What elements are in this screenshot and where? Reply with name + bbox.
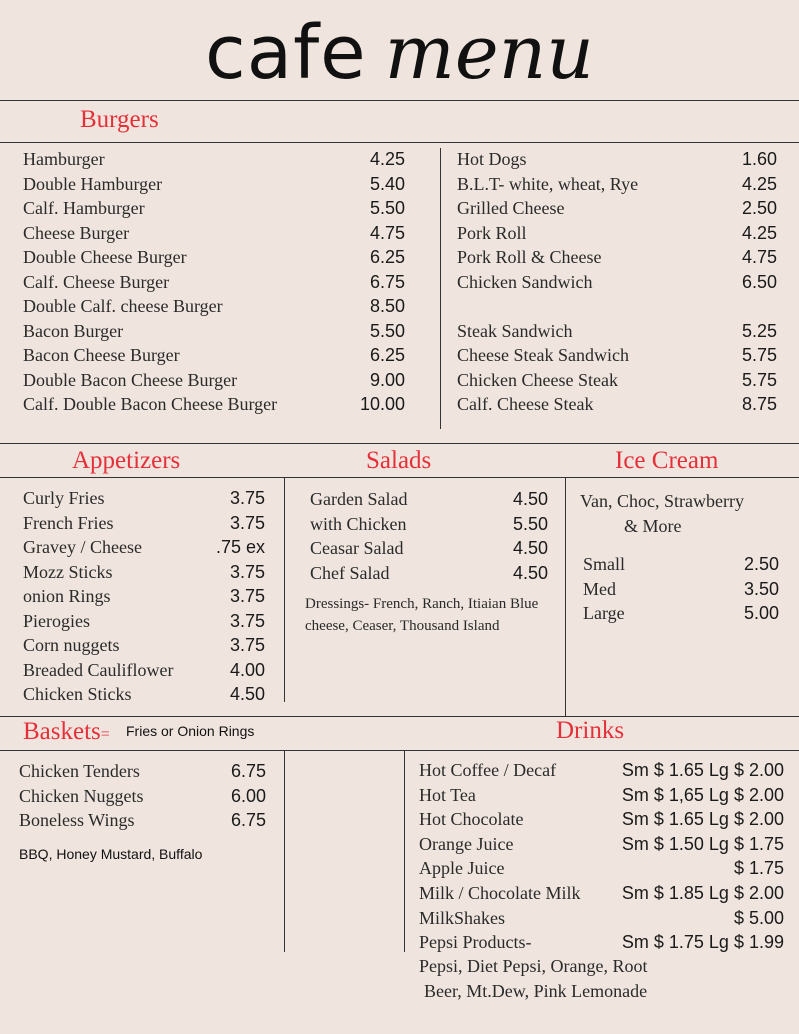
item-price: .75 ex <box>215 537 265 557</box>
item-price: 8.50 <box>369 296 405 316</box>
ice-cream-flavors-more: & More <box>624 516 682 536</box>
item-name: Curly Fries <box>23 488 105 508</box>
divider-bottom <box>0 716 799 717</box>
drink-price: Sm $ 1.85 Lg $ 2.00 <box>621 882 784 903</box>
menu-item <box>19 808 266 833</box>
item-name: Calf. Cheese Burger <box>23 271 170 292</box>
item-price: 5.75 <box>741 369 777 390</box>
menu-item <box>23 196 405 221</box>
item-name: Calf. Cheese Steak <box>457 394 594 414</box>
menu-item <box>457 172 777 197</box>
item-name: French Fries <box>23 512 114 533</box>
item-price: 9.00 <box>369 369 405 390</box>
drink-name: Apple Juice <box>419 858 505 879</box>
pepsi-products-list: Pepsi, Diet Pepsi, Orange, Root <box>419 956 648 976</box>
item-price: 6.75 <box>230 761 266 781</box>
menu-item <box>23 172 405 197</box>
item-name: Cheese Burger <box>23 222 130 243</box>
menu-item <box>23 392 405 417</box>
item-price: 4.25 <box>369 149 405 169</box>
drinks-list <box>419 758 784 955</box>
menu-item <box>457 221 777 246</box>
item-price: 4.50 <box>512 538 548 558</box>
appetizers-list <box>23 486 265 707</box>
item-name: Small <box>583 554 626 574</box>
item-price: 5.50 <box>369 320 405 341</box>
item-price: 6.25 <box>369 247 405 267</box>
menu-item <box>23 682 265 707</box>
item-name: Calf. Hamburger <box>23 198 145 218</box>
menu-item <box>23 609 265 634</box>
drink-price: Sm $ 1.75 Lg $ 1.99 <box>621 932 784 953</box>
divider-appetizers-salads <box>284 477 285 702</box>
item-name: Chicken Cheese Steak <box>457 369 618 390</box>
item-price: 6.25 <box>369 345 405 365</box>
drink-price: Sm $ 1.50 Lg $ 1.75 <box>621 833 784 854</box>
menu-item <box>23 294 405 319</box>
item-name: Double Calf. cheese Burger <box>23 296 223 316</box>
menu-item <box>23 511 265 536</box>
item-name: Hot Dogs <box>457 149 527 169</box>
menu-item <box>23 319 405 344</box>
item-name: Cheese Steak Sandwich <box>457 345 629 365</box>
item-price: 5.75 <box>741 345 777 365</box>
drinks-title: Drinks <box>556 717 625 744</box>
menu-item <box>23 535 265 560</box>
menu-item <box>457 319 777 344</box>
item-name: Garden Salad <box>310 489 408 509</box>
item-price: 4.25 <box>741 173 777 194</box>
item-name: Corn nuggets <box>23 635 120 655</box>
pepsi-products-list-cont: Beer, Mt.Dew, Pink Lemonade <box>424 981 648 1001</box>
drink-item <box>419 906 784 931</box>
drink-name: Hot Chocolate <box>419 809 524 830</box>
item-price: 3.75 <box>229 488 265 508</box>
divider-burgers-header <box>0 142 799 143</box>
menu-item <box>19 759 266 784</box>
item-price: 3.50 <box>743 578 779 599</box>
item-name: Calf. Double Bacon Cheese Burger <box>23 394 278 414</box>
item-name: Double Bacon Cheese Burger <box>23 369 238 390</box>
divider-blank-drinks <box>404 750 405 952</box>
item-name: Large <box>583 603 625 623</box>
divider-bottom-header <box>0 750 799 751</box>
menu-item <box>310 487 548 512</box>
menu-item <box>583 601 779 626</box>
drink-item <box>419 783 784 808</box>
item-price: 3.75 <box>229 635 265 655</box>
item-price: 6.00 <box>230 785 266 806</box>
baskets-title-text: Baskets <box>23 718 101 745</box>
drink-name: MilkShakes <box>419 907 506 928</box>
drink-price: $ 1.75 <box>733 858 784 879</box>
item-name: Double Cheese Burger <box>23 247 187 267</box>
item-price: 5.50 <box>512 513 548 534</box>
appetizers-title: Appetizers <box>72 447 181 474</box>
drink-item <box>419 832 784 857</box>
ice-cream-title: Ice Cream <box>615 447 719 474</box>
item-name: onion Rings <box>23 586 111 606</box>
drink-price: $ 5.00 <box>733 907 784 928</box>
item-price: 3.75 <box>229 610 265 631</box>
item-name: Chicken Nuggets <box>19 785 144 806</box>
item-price: 4.00 <box>229 659 265 680</box>
menu-item <box>19 784 266 809</box>
menu-item <box>583 577 779 602</box>
item-name: Chicken Sandwich <box>457 271 593 292</box>
menu-item <box>23 560 265 585</box>
baskets-list <box>19 759 266 833</box>
menu-item <box>457 392 777 417</box>
item-name: Boneless Wings <box>19 810 135 830</box>
menu-item <box>457 245 777 270</box>
item-price: 1.60 <box>741 149 777 169</box>
item-name: Steak Sandwich <box>457 320 573 341</box>
drink-name: Pepsi Products- <box>419 932 532 953</box>
item-price: 2.50 <box>741 198 777 218</box>
drink-name: Hot Coffee / Decaf <box>419 760 557 780</box>
divider-middle-header <box>0 477 799 478</box>
item-price: 5.00 <box>743 603 779 623</box>
item-name: Mozz Sticks <box>23 561 113 582</box>
ice-cream-flavors: Van, Choc, Strawberry <box>580 491 744 511</box>
menu-item <box>23 486 265 511</box>
item-name: Breaded Cauliflower <box>23 659 174 680</box>
item-price: 3.75 <box>229 561 265 582</box>
menu-item <box>310 512 548 537</box>
item-price: 2.50 <box>743 554 779 574</box>
drink-price: Sm $ 1.65 Lg $ 2.00 <box>621 809 784 830</box>
menu-item <box>457 270 777 295</box>
drink-price: Sm $ 1.65 Lg $ 2.00 <box>621 760 784 780</box>
item-price: 4.25 <box>741 222 777 243</box>
item-name: Chicken Tenders <box>19 761 140 781</box>
drink-item <box>419 930 784 955</box>
salad-dressings: Dressings- French, Ranch, Itiaian Blue cheese, Ceaser, Thousand Island <box>305 596 539 634</box>
menu-item <box>457 368 777 393</box>
baskets-title-suffix: = <box>100 726 110 743</box>
item-name: Chef Salad <box>310 562 390 583</box>
menu-item <box>457 196 777 221</box>
item-price: 3.75 <box>229 586 265 606</box>
menu-item <box>23 270 405 295</box>
burgers-list-left <box>23 147 405 417</box>
item-price: 6.50 <box>741 271 777 292</box>
item-name: Pork Roll <box>457 222 527 243</box>
item-price: 5.50 <box>369 198 405 218</box>
item-name: Grilled Cheese <box>457 198 565 218</box>
burgers-title: Burgers <box>80 106 159 133</box>
menu-item <box>23 368 405 393</box>
menu-item <box>457 147 777 172</box>
burgers-list-right <box>457 147 777 417</box>
menu-item <box>23 658 265 683</box>
item-price: 4.50 <box>512 562 548 583</box>
page-title <box>0 10 799 96</box>
baskets-title <box>23 718 110 746</box>
divider-top <box>0 100 799 101</box>
drink-price: Sm $ 1,65 Lg $ 2.00 <box>621 784 784 805</box>
salads-title: Salads <box>366 447 432 474</box>
drink-name: Milk / Chocolate Milk <box>419 882 581 903</box>
divider-middle <box>0 443 799 444</box>
drink-item <box>419 856 784 881</box>
item-name: Hamburger <box>23 149 105 169</box>
menu-item <box>23 221 405 246</box>
drink-name: Hot Tea <box>419 784 476 805</box>
drink-item <box>419 758 784 783</box>
item-price: 4.50 <box>229 684 265 704</box>
menu-item <box>457 343 777 368</box>
item-price: 6.75 <box>230 810 266 830</box>
item-name: with Chicken <box>310 513 407 534</box>
item-name: Pork Roll & Cheese <box>457 247 602 267</box>
item-price: 4.50 <box>512 489 548 509</box>
menu-item <box>310 536 548 561</box>
item-price: 4.75 <box>741 247 777 267</box>
item-price: 3.75 <box>229 512 265 533</box>
menu-item <box>23 584 265 609</box>
item-name: Double Hamburger <box>23 173 163 194</box>
item-name: Pierogies <box>23 610 90 631</box>
menu-item <box>23 343 405 368</box>
salads-list <box>310 487 548 585</box>
item-price: 10.00 <box>359 394 405 414</box>
item-price: 8.75 <box>741 394 777 414</box>
item-price: 4.75 <box>369 222 405 243</box>
divider-salads-icecream <box>565 477 566 717</box>
item-name: Chicken Sticks <box>23 684 132 704</box>
baskets-sauces: BBQ, Honey Mustard, Buffalo <box>19 846 203 862</box>
menu-gap <box>457 294 777 319</box>
item-name: Med <box>583 578 616 599</box>
drink-item <box>419 807 784 832</box>
divider-burgers-columns <box>440 148 441 429</box>
item-name: Ceasar Salad <box>310 538 404 558</box>
menu-item <box>23 245 405 270</box>
menu-item <box>310 561 548 586</box>
menu-item <box>583 552 779 577</box>
item-name: Bacon Burger <box>23 320 124 341</box>
menu-item <box>23 147 405 172</box>
ice-cream-sizes <box>583 552 779 626</box>
item-price: 6.75 <box>369 271 405 292</box>
item-price: 5.25 <box>741 320 777 341</box>
drink-item <box>419 881 784 906</box>
item-name: Bacon Cheese Burger <box>23 345 180 365</box>
item-name: B.L.T- white, wheat, Rye <box>457 173 639 194</box>
baskets-note: Fries or Onion Rings <box>126 723 255 739</box>
title-cafe: cafe <box>205 10 367 96</box>
divider-baskets-blank <box>284 750 285 952</box>
drink-name: Orange Juice <box>419 833 514 854</box>
item-name: Gravey / Cheese <box>23 537 142 557</box>
title-menu: menu <box>384 10 594 96</box>
item-price: 5.40 <box>369 173 405 194</box>
menu-item <box>23 633 265 658</box>
